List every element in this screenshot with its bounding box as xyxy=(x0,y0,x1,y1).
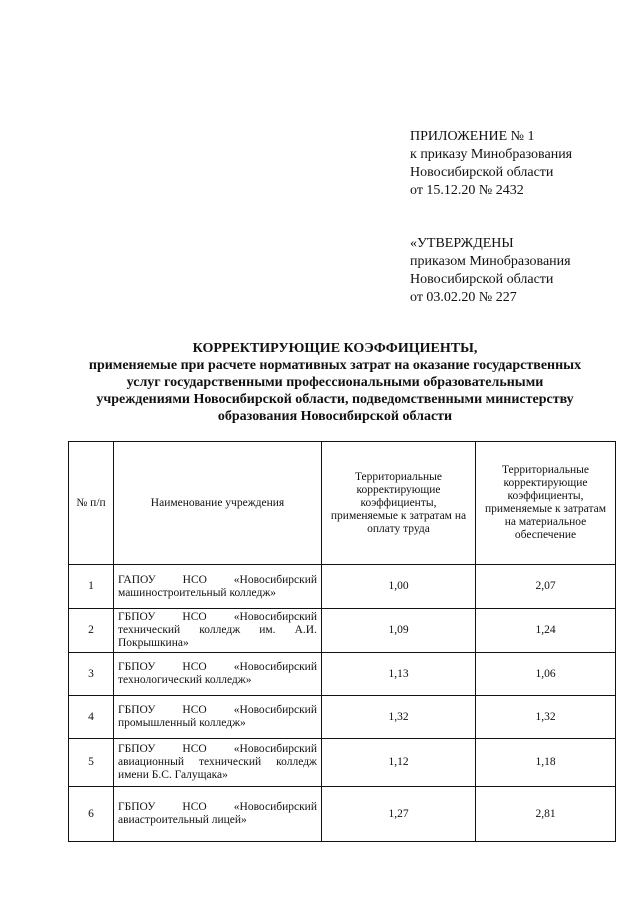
table-row xyxy=(69,696,616,739)
title-line: КОРРЕКТИРУЮЩИЕ КОЭФФИЦИЕНТЫ, xyxy=(192,341,478,356)
header-num: № п/п xyxy=(69,442,114,565)
row-name: ГАПОУ НСО «Новосибирский машиностроительный колледж» xyxy=(114,565,322,609)
table-header-row xyxy=(69,442,616,565)
appendix-date: от 15.12.20 № 2432 xyxy=(410,183,524,198)
approval-date: от 03.02.20 № 227 xyxy=(410,290,517,305)
row-labor: 1,32 xyxy=(322,696,476,739)
appendix-title: ПРИЛОЖЕНИЕ № 1 xyxy=(410,129,535,144)
appendix-order-line xyxy=(410,146,610,164)
row-labor: 1,12 xyxy=(322,739,476,787)
row-num: 5 xyxy=(69,739,114,787)
row-num: 3 xyxy=(69,653,114,696)
row-name: ГБПОУ НСО «Новосибирский технологический колледж» xyxy=(114,653,322,696)
row-labor: 1,09 xyxy=(322,609,476,653)
appendix-word: Минобразования xyxy=(470,147,573,162)
header-material: Территориальные корректирующие коэффициенты, применяемые к затратам на материальное обеспечение xyxy=(476,442,616,565)
approval-region: Новосибирской области xyxy=(410,272,554,287)
row-num: 1 xyxy=(69,565,114,609)
table-row xyxy=(69,653,616,696)
row-material: 2,81 xyxy=(476,787,616,842)
row-material: 1,32 xyxy=(476,696,616,739)
title-line: применяемые при расчете нормативных затрат на оказание государственных xyxy=(88,358,582,373)
row-material: 1,24 xyxy=(476,609,616,653)
table-row xyxy=(69,739,616,787)
header-labor: Территориальные корректирующие коэффициенты, применяемые к затратам на оплату труда xyxy=(322,442,476,565)
appendix-region: Новосибирской области xyxy=(410,165,554,180)
title-line: учреждениями Новосибирской области, подведомственными министерству xyxy=(96,392,574,407)
table-row xyxy=(69,787,616,842)
row-labor: 1,13 xyxy=(322,653,476,696)
title-line: образования Новосибирской области xyxy=(217,409,453,424)
row-labor: 1,00 xyxy=(322,565,476,609)
appendix-word: к xyxy=(410,147,417,162)
approval-order: приказом Минобразования xyxy=(410,254,571,269)
appendix-word: приказу xyxy=(420,147,468,162)
row-name: ГБПОУ НСО «Новосибирский технический колледж им. А.И. Покрышкина» xyxy=(114,609,322,653)
row-num: 4 xyxy=(69,696,114,739)
coefficients-table xyxy=(68,441,616,842)
row-name: ГБПОУ НСО «Новосибирский авиационный технический колледж имени Б.С. Галущака» xyxy=(114,739,322,787)
row-material: 2,07 xyxy=(476,565,616,609)
row-material: 1,18 xyxy=(476,739,616,787)
row-material: 1,06 xyxy=(476,653,616,696)
row-labor: 1,27 xyxy=(322,787,476,842)
row-num: 6 xyxy=(69,787,114,842)
document-title xyxy=(60,340,610,425)
table-row xyxy=(69,609,616,653)
row-name: ГБПОУ НСО «Новосибирский промышленный колледж» xyxy=(114,696,322,739)
approval-title: «УТВЕРЖДЕНЫ xyxy=(410,236,514,251)
title-line: услуг государственными профессиональными образовательными xyxy=(126,375,544,390)
appendix-block xyxy=(410,128,610,200)
row-name: ГБПОУ НСО «Новосибирский авиастроительный лицей» xyxy=(114,787,322,842)
table-row xyxy=(69,565,616,609)
approval-block xyxy=(410,235,610,307)
header-name: Наименование учреждения xyxy=(114,442,322,565)
row-num: 2 xyxy=(69,609,114,653)
